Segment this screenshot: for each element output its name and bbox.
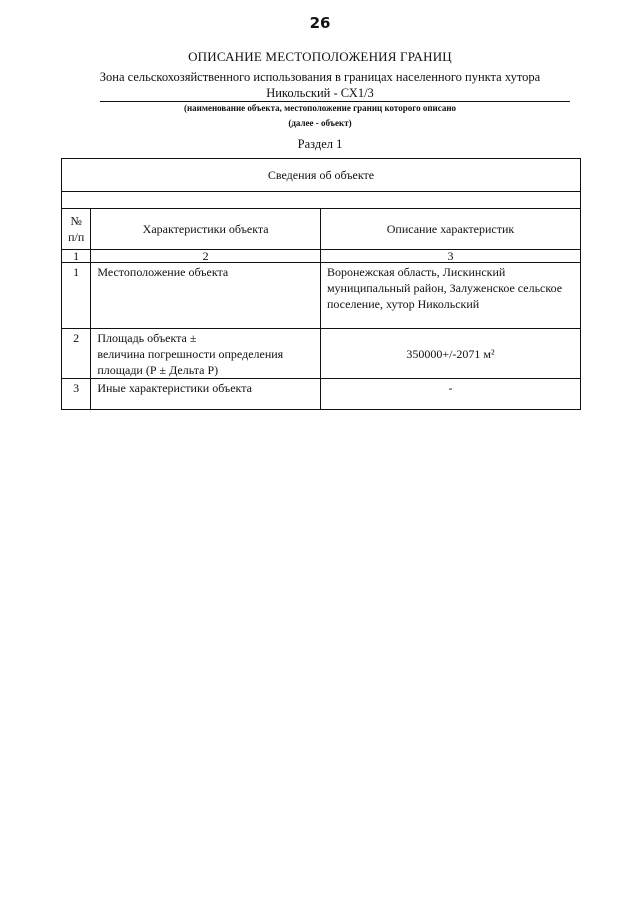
column-header-description: Описание характеристик	[320, 209, 580, 250]
column-header-number	[62, 209, 91, 250]
object-name-line-2: Никольский - СХ1/3	[266, 86, 374, 100]
underline-rule	[100, 101, 570, 102]
row-description: -	[320, 379, 580, 410]
column-index-1: 1	[62, 250, 91, 263]
table-spacer-row	[62, 192, 581, 209]
row-characteristic-line-2: величина погрешности определения	[97, 347, 284, 361]
caption-line-2: (далее - объект)	[288, 118, 352, 128]
row-characteristic: Местоположение объекта	[91, 263, 321, 329]
column-header-number-pp: п/п	[68, 230, 85, 244]
object-name-line-1: Зона сельскохозяйственного использования в границах населенного пункта хутора	[99, 70, 541, 84]
table-row	[62, 329, 581, 379]
table-heading: Сведения об объекте	[62, 159, 581, 192]
column-index-row	[62, 250, 581, 263]
row-characteristic-line-3: площади (Р ± Дельта Р)	[97, 363, 219, 377]
section-title: Раздел 1	[297, 137, 343, 151]
column-index-3: 3	[320, 250, 580, 263]
object-name	[90, 69, 550, 101]
document-title: ОПИСАНИЕ МЕСТОПОЛОЖЕНИЯ ГРАНИЦ	[188, 49, 452, 64]
page-number: 26	[309, 14, 331, 32]
row-characteristic-line-1: Площадь объекта ±	[97, 331, 197, 345]
column-index-2: 2	[91, 250, 321, 263]
row-number: 1	[62, 263, 91, 329]
row-number: 2	[62, 329, 91, 379]
table-spacer-cell	[62, 192, 581, 209]
column-header-number-sign: №	[70, 214, 82, 228]
table-heading-row	[62, 159, 581, 192]
object-info-table	[61, 158, 581, 410]
row-description: Воронежская область, Лискинский муниципальный район, Залуженское сельское поселение, хутор Никольский	[320, 263, 580, 329]
row-characteristic	[91, 329, 321, 379]
row-number: 3	[62, 379, 91, 410]
column-header-characteristics: Характеристики объекта	[91, 209, 321, 250]
table-row	[62, 263, 581, 329]
caption-line-1: (наименование объекта, местоположение границ которого описано	[183, 103, 457, 113]
row-description: 350000+/-2071 м²	[320, 329, 580, 379]
table-row	[62, 379, 581, 410]
column-header-row	[62, 209, 581, 250]
row-characteristic: Иные характеристики объекта	[91, 379, 321, 410]
